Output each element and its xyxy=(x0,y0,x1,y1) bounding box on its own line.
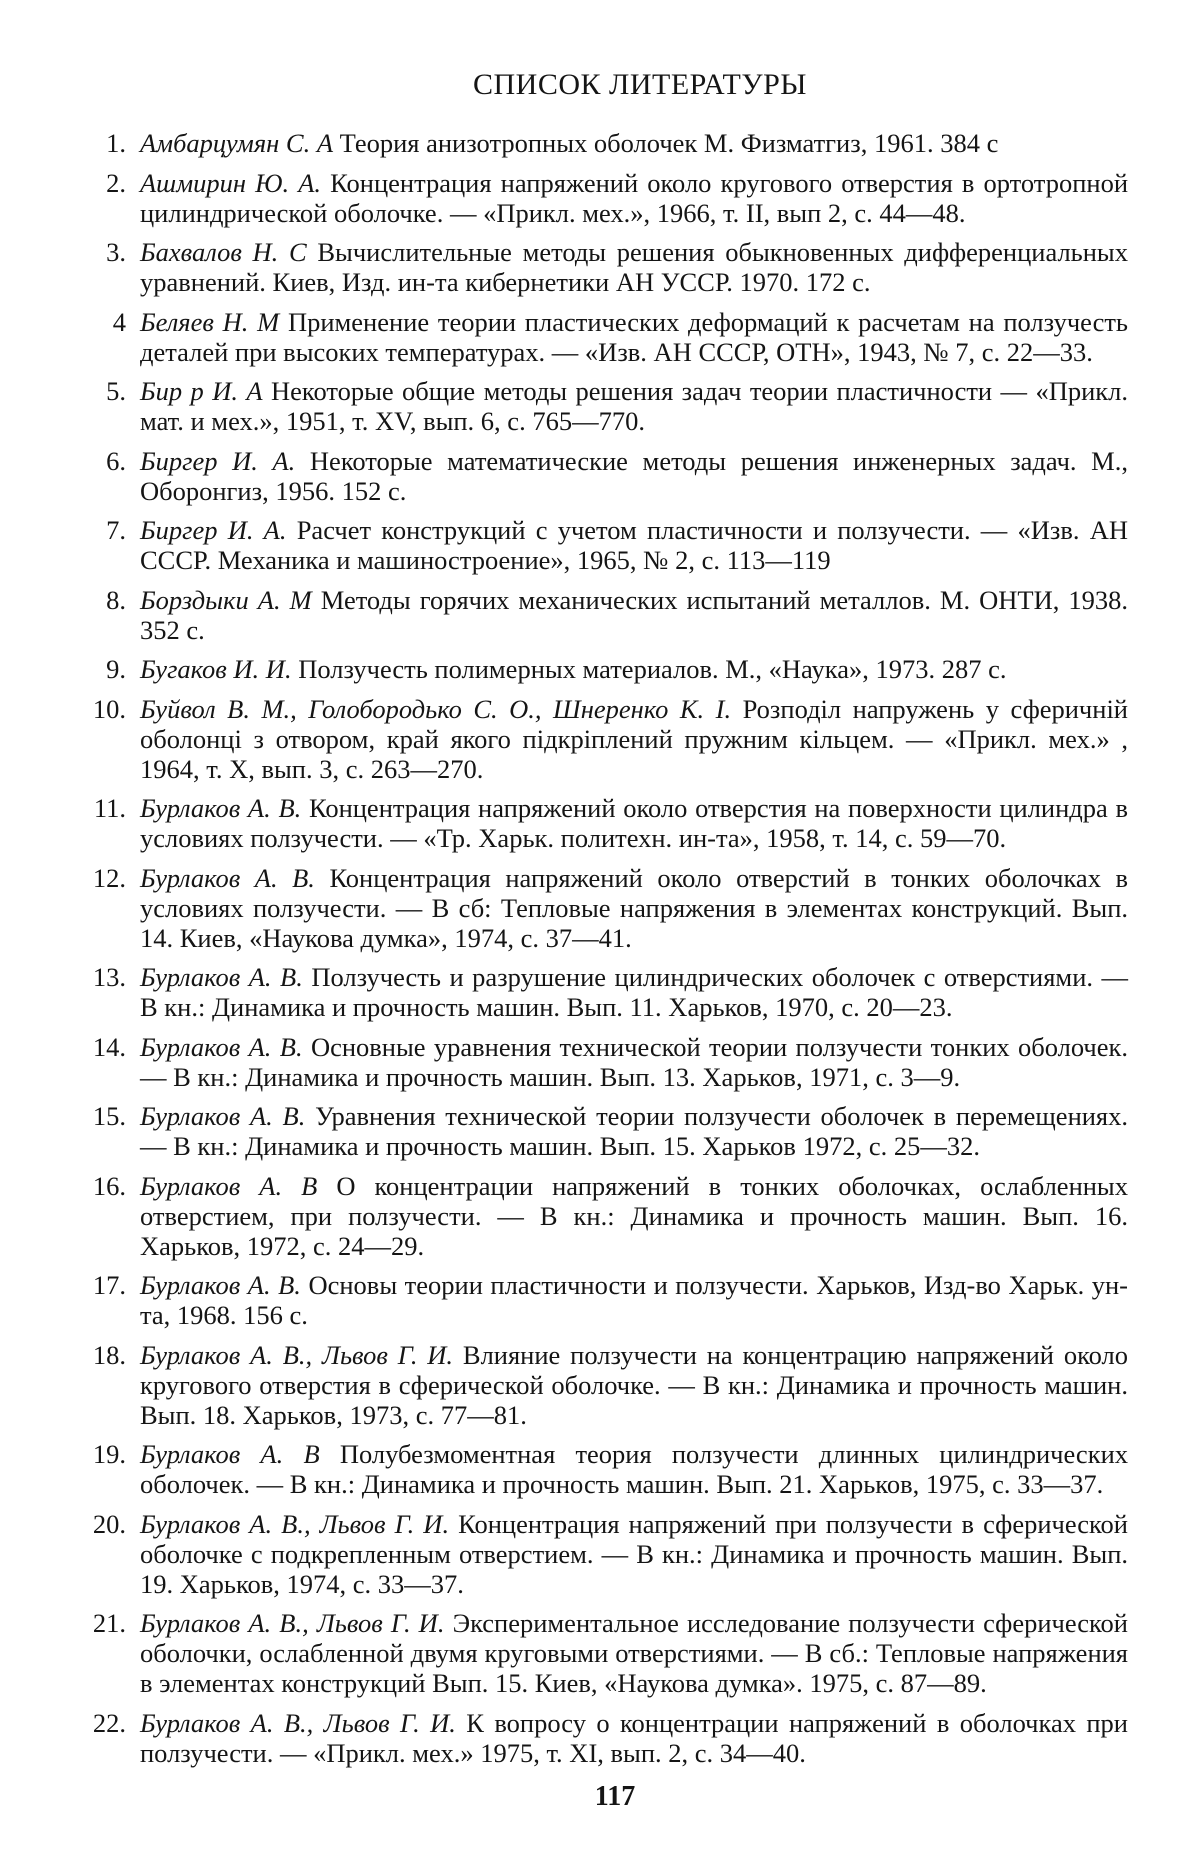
page-title: СПИСОК ЛИТЕРАТУРЫ xyxy=(473,68,807,101)
reference-text: Основные уравнения технической теории ползучести тонких оболочек. — В кн.: Динамика и прочность машин. Вып. 13. Харьков, 1971, с. 3—9. xyxy=(140,1031,1129,1092)
reference-text: Концентрация напряжений при ползучести в сферической оболочке с подкрепленным отверстием. — В кн.: Динамика и прочность машин. Вып. 19. Харьков, 1974, с. 33—37. xyxy=(140,1508,1128,1599)
reference-author: Бурлаков А. В. xyxy=(140,793,302,823)
reference-number: 16. xyxy=(92,1170,126,1201)
reference-author: Бурлаков А. В. xyxy=(140,1101,306,1131)
reference-text: Концентрация напряжений около отверстия на поверхности цилиндра в условиях ползучести. — «Тр. Харьк. политехн. ин-та», 1958, т. 14, с. 59—70. xyxy=(140,793,1129,853)
reference-author: Беляев Н. М xyxy=(140,306,280,337)
reference-list xyxy=(92,128,1129,1768)
reference-item xyxy=(92,1439,1128,1499)
reference-text: Вычислительные методы решения обыкновенных дифференциальных уравнений. Киев, Изд. ин-та кибернетики АН УССР. 1970. 172 с. xyxy=(140,237,1128,297)
reference-text: Розподіл напружень у сферичній оболонці з отвором, край якого підкріплений пружним кільцем. — «Прикл. мех.» , 1964, т. X, вып. 3, с. 263—270. xyxy=(140,693,1128,784)
reference-text: Концентрация напряжений около отверстий в тонких оболочках в условиях ползучести. — В сб: Тепловые напряжения в элементах конструкций. Вып. 14. Киев, «Наукова думка», 1974, с. 37—41. xyxy=(140,862,1128,953)
reference-author: Ашмирин Ю. А. xyxy=(140,167,322,198)
reference-item xyxy=(92,862,1128,953)
reference-text: Основы теории пластичности и ползучести. Харьков, Изд-во Харьк. ун-та, 1968. 156 с. xyxy=(140,1270,1128,1330)
reference-number: 2. xyxy=(106,167,126,198)
reference-item xyxy=(106,445,1128,506)
reference-item xyxy=(92,1339,1128,1430)
reference-text: Концентрация напряжений около кругового отверстия в ортотропной цилиндрической оболочке. — «Прикл. мех.», 1966, т. II, вып 2, с. 44—48. xyxy=(140,167,1128,228)
reference-author: Амбарцумян С. А xyxy=(140,128,334,158)
reference-item xyxy=(106,237,1128,297)
reference-number: 12. xyxy=(92,862,126,893)
reference-item xyxy=(106,654,1128,684)
reference-number: 14. xyxy=(92,1031,126,1062)
reference-item xyxy=(92,1101,1128,1161)
reference-number: 21. xyxy=(92,1608,126,1638)
reference-number: 19. xyxy=(92,1439,126,1469)
reference-author: Бурлаков А. В xyxy=(140,1170,318,1201)
reference-text: Некоторые математические методы решения инженерных задач. М., Оборонгиз, 1956. 152 с. xyxy=(140,445,1128,506)
reference-text: Ползучесть и разрушение цилиндрических оболочек с отверстиями. — В кн.: Динамика и прочность машин. Вып. 11. Харьков, 1970, с. 20—23. xyxy=(140,962,1128,1022)
reference-item xyxy=(106,167,1128,228)
reference-item xyxy=(92,693,1128,784)
reference-item xyxy=(92,1270,1128,1330)
reference-item xyxy=(112,306,1128,367)
reference-number: 4 xyxy=(112,306,126,337)
reference-number: 9. xyxy=(106,654,126,684)
reference-number: 20. xyxy=(92,1508,126,1539)
reference-author: Бир р И. А xyxy=(140,376,263,406)
reference-item xyxy=(92,1508,1128,1599)
reference-text: Расчет конструкций с учетом пластичности и ползучести. — «Изв. АН СССР. Механика и машиностроение», 1965, № 2, с. 113—119 xyxy=(140,515,1128,575)
reference-number: 8. xyxy=(106,584,126,615)
reference-item xyxy=(92,1170,1128,1261)
reference-author: Бахвалов Н. С xyxy=(140,237,307,267)
reference-author: Бурлаков А. В. xyxy=(140,962,303,992)
reference-author: Буйвол В. М., Голобородько С. О., Шнеренко К. І. xyxy=(140,693,732,724)
reference-text: Полубезмоментная теория ползучести длинных цилиндрических оболочек. — В кн.: Динамика и прочность машин. Вып. 21. Харьков, 1975, с. 33—37. xyxy=(140,1439,1128,1499)
reference-item xyxy=(92,962,1128,1022)
reference-author: Биргер И. А. xyxy=(140,515,287,545)
reference-item xyxy=(92,1031,1129,1092)
reference-text: Экспериментальное исследование ползучести сферической оболочки, ослабленной двумя круговыми отверстиями. — В сб.: Тепловые напряжения в элементах конструкций Вып. 15. Киев, «Наукова думка». 1975, с. 87—89. xyxy=(140,1608,1128,1698)
reference-item xyxy=(106,515,1128,575)
reference-author: Бурлаков А. В., Львов Г. И. xyxy=(140,1508,450,1539)
reference-author: Бурлаков А. В. xyxy=(140,1031,303,1062)
reference-text: Уравнения технической теории ползучести оболочек в перемещениях. — В кн.: Динамика и прочность машин. Вып. 15. Харьков 1972, с. 25—32. xyxy=(140,1101,1128,1161)
reference-author: Бурлаков А. В., Львов Г. И. xyxy=(140,1339,454,1370)
reference-author: Борздыки А. М xyxy=(140,584,312,615)
reference-number: 7. xyxy=(106,515,126,545)
reference-text: К вопросу о концентрации напряжений в оболочках при ползучести. — «Прикл. мех.» 1975, т. XI, вып. 2, с. 34—40. xyxy=(140,1707,1128,1768)
reference-text: Ползучесть полимерных материалов. М., «Наука», 1973. 287 с. xyxy=(291,654,1007,684)
reference-item xyxy=(106,584,1128,645)
reference-author: Бурлаков А. В xyxy=(140,1439,320,1469)
reference-text: Влияние ползучести на концентрацию напряжений около кругового отверстия в сферической оболочке. — В кн.: Динамика и прочность машин. Вып. 18. Харьков, 1973, с. 77—81. xyxy=(140,1339,1128,1430)
reference-number: 1. xyxy=(106,128,126,158)
reference-number: 11. xyxy=(93,793,126,823)
reference-item xyxy=(93,793,1129,853)
reference-number: 17. xyxy=(92,1270,126,1300)
reference-number: 13. xyxy=(92,962,126,992)
reference-author: Биргер И. А. xyxy=(140,445,296,476)
reference-item xyxy=(106,128,1128,158)
reference-author: Бурлаков А. В., Львов Г. И. xyxy=(140,1707,456,1738)
reference-author: Бурлаков А. В., Львов Г. И. xyxy=(140,1608,445,1638)
reference-author: Бугаков И. И. xyxy=(140,654,292,684)
reference-text: О концентрации напряжений в тонких оболочках, ослабленных отверстием, при ползучести. — В кн.: Динамика и прочность машин. Вып. 16. Харьков, 1972, с. 24—29. xyxy=(140,1170,1128,1261)
reference-number: 15. xyxy=(92,1101,126,1131)
reference-item xyxy=(92,1707,1128,1768)
reference-text: Некоторые общие методы решения задач теории пластичности — «Прикл. мат. и мех.», 1951, т. XV, вып. 6, с. 765—770. xyxy=(140,376,1128,436)
reference-number: 22. xyxy=(92,1707,126,1738)
reference-number: 3. xyxy=(106,237,126,267)
reference-item xyxy=(106,376,1128,436)
reference-text: Теория анизотропных оболочек М. Физматгиз, 1961. 384 с xyxy=(333,128,999,158)
reference-number: 5. xyxy=(106,376,126,406)
reference-text: Методы горячих механических испытаний металлов. М. ОНТИ, 1938. 352 с. xyxy=(140,584,1128,645)
reference-author: Бурлаков А. В. xyxy=(140,862,315,893)
reference-item xyxy=(92,1608,1128,1698)
reference-number: 10. xyxy=(92,693,126,724)
reference-number: 6. xyxy=(106,445,126,476)
reference-number: 18. xyxy=(92,1339,126,1370)
reference-text: Применение теории пластических деформаций к расчетам на ползучесть деталей при высоких температурах. — «Изв. АН СССР, ОТН», 1943, № 7, с. 22—33. xyxy=(140,306,1128,367)
page-number: 117 xyxy=(594,1781,636,1812)
reference-author: Бурлаков А. В. xyxy=(140,1270,301,1300)
